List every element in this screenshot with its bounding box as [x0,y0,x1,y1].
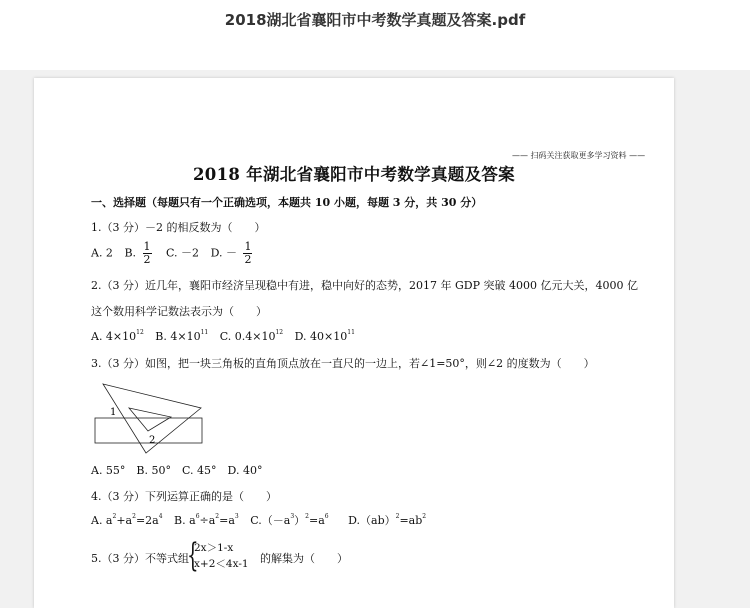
inequality-system [187,535,249,574]
document-title: 2018 年湖北省襄阳市中考数学真题及答案 [193,165,515,184]
angle-1-label: 1 [110,407,117,418]
q1-option-b: B. [124,246,137,260]
question-5-stem-pre: 5.（3 分）不等式组 [91,552,189,565]
q4-option-a: A. $a^2+a^2=2a^4$ [91,513,163,527]
q1-option-a: A. 2 [91,246,113,260]
q1-fraction-d [243,241,252,266]
question-4-stem: 4.（3 分）下列运算正确的是（ ） [91,490,277,503]
triangle-ruler-figure [91,381,211,456]
section-heading: 一、选择题（每题只有一个正确选项，本题共 10 小题，每题 3 分，共 30 分） [91,196,483,209]
q2-option-a: A. $4\times 10^{12}$ [91,329,144,343]
q1-option-c: C. －2 [166,246,200,260]
q1-option-d: D. － [210,246,237,260]
q1-d-denominator: 2 [244,253,252,266]
q2-option-b: B. $4\times 10^{11}$ [155,329,209,343]
viewer-toolbar [0,0,750,70]
q4-option-b: B. $a^6\div a^2=a^3$ [174,513,239,527]
question-5-stem-post: 的解集为（ ） [260,552,348,565]
q1-d-numerator: 1 [244,240,252,253]
q2-option-c: C. $0.4\times 10^{12}$ [219,329,284,343]
brace-icon: { [187,535,199,574]
question-2-stem-line2: 这个数用科学记数法表示为（ ） [91,305,267,318]
question-4-options [91,512,426,528]
angle-2-label: 2 [149,435,156,446]
inequality-2: x+2＜4x-1 [194,558,249,570]
question-2-options [91,329,355,343]
watermark-text: —— 扫码关注获取更多学习资料 —— [512,151,646,160]
file-title: 2018湖北省襄阳市中考数学真题及答案.pdf [224,11,526,29]
inequality-1: 2x＞1-x [194,542,234,554]
q4-option-d: $D.(ab)^2=ab^2$ [348,513,427,527]
question-3-options: A. 55° B. 50° C. 45° D. 40° [91,464,263,477]
q2-option-d: D. $40\times 10^{11}$ [294,329,355,343]
q1-b-denominator: 2 [143,253,151,266]
question-1-stem: 1.（3 分）－2 的相反数为（ ） [91,221,266,234]
question-1-options [91,241,255,266]
q4-option-c: $C.(-a^3)^2=a^6$ [250,513,329,527]
question-3-stem: 3.（3 分）如图，把一块三角板的直角顶点放在一直尺的一边上，若∠1=50°，则∠2 的度数为（ ） [91,357,595,370]
q1-b-numerator: 1 [143,240,151,253]
q1-fraction-b [143,241,152,266]
question-2-stem-line1: 2.（3 分）近几年，襄阳市经济呈现稳中有进，稳中向好的态势，2017 年 GDP 突破 4000 亿元大关，4000 亿 [91,279,638,292]
set-square-inner [129,408,171,431]
pdf-page [34,78,674,608]
